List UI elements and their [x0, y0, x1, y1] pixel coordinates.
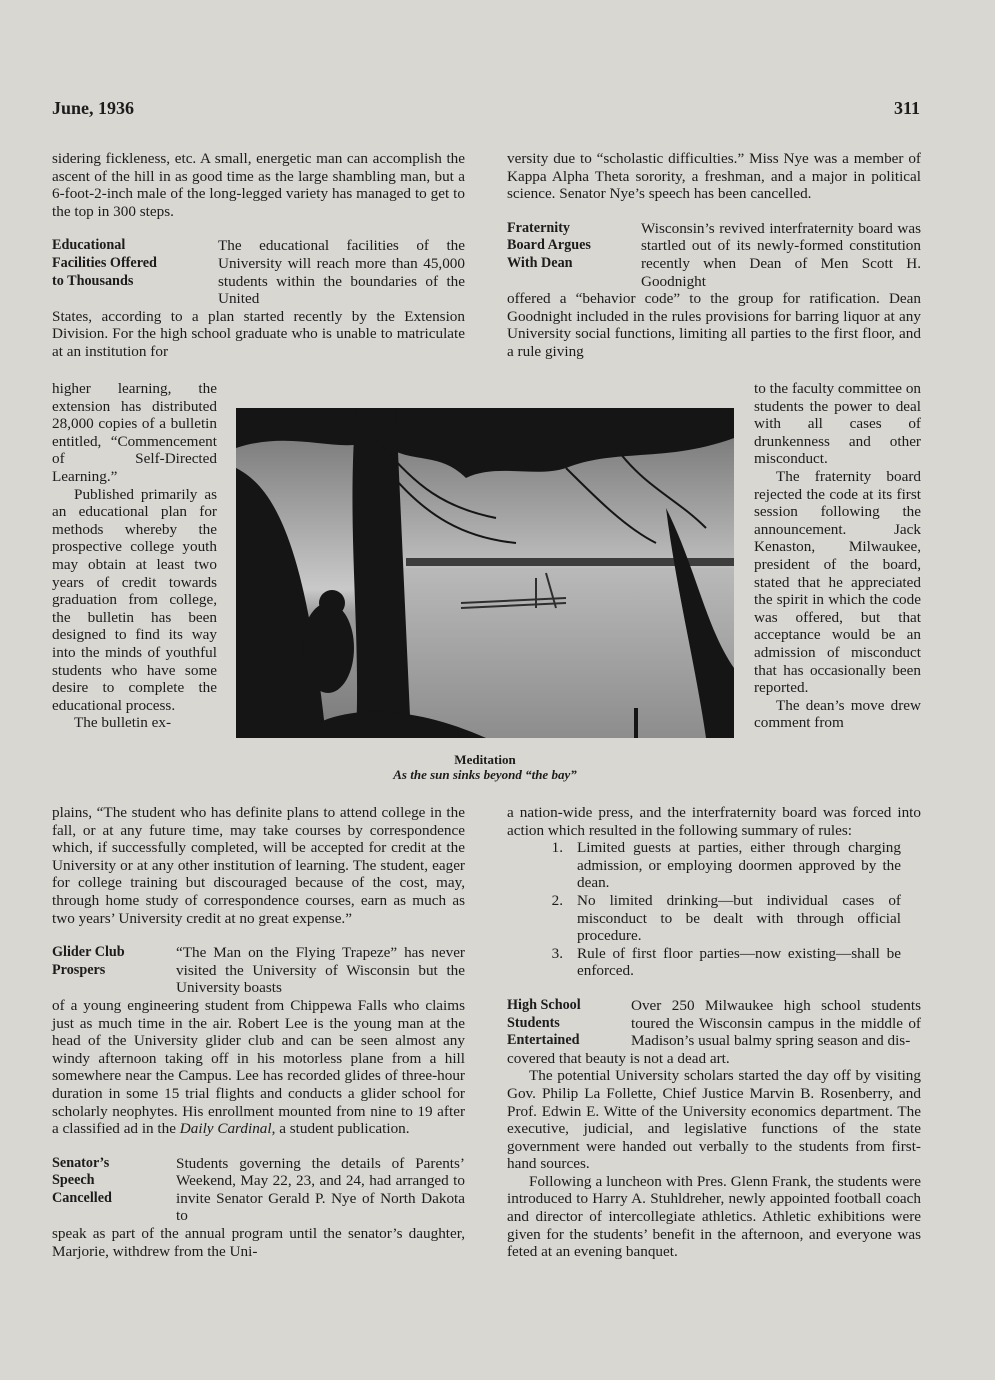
right-column-top [507, 150, 921, 361]
rule-item: 3. Rule of first floor parties—now existing—shall be enforced. [551, 944, 901, 980]
fraternity-narrow-3: The dean’s move drew comment from [754, 696, 921, 732]
left-narrow-column [52, 380, 217, 732]
highschool-heading: High School Students Entertained [507, 996, 581, 1049]
left-intro-paragraph: sidering fickleness, etc. A small, energetic man can accomplish the ascent of the hill in as good time as the large shambling man, but a 6-foot-2-inch male of the long-legged variety has managed to get to the top in 300 steps. [52, 150, 465, 220]
educational-narrow-3: The bulletin ex- [74, 714, 171, 732]
photo-subtitle: As the sun sinks beyond “the bay” [393, 767, 577, 782]
fraternity-narrow-2: The fraternity board rejected the code at its first session following the announcement. Jack Kenaston, Milwaukee, president of the board, stated that he appreciated the spirit in which the code was offered, but that acceptance would be an admission of misconduct that has occasionally been reported. [754, 467, 921, 697]
senator-continued-text: speak as part of the annual program until the senator’s daughter, Marjorie, withdrew from the Uni- [52, 1225, 465, 1260]
fraternity-continued-text: offered a “behavior code” to the group for ratification. Dean Goodnight included in the rules provisions for barring liquor at any University social functions, limiting all parties to the first floor, and a rule giving [507, 290, 921, 360]
left-column-bottom [52, 804, 465, 1260]
highschool-paragraph-3: Following a luncheon with Pres. Glenn Frank, the students were introduced to Harry A. Stuhldreher, newly appointed football coach and director of intercollegiate athletics. Athletic exhibitions were given for the students’ benefit in the afternoon, and everyone was feted at an evening banquet. [507, 1172, 921, 1261]
educational-lead-text: The educational facilities of the University will reach more than 45,000 students within the boundaries of the United [218, 237, 465, 308]
right-intro-paragraph: versity due to “scholastic difficulties.” Miss Nye was a member of Kappa Alpha Theta sorority, a freshman, and a major in political science. Senator Nye’s speech has been cancelled. [507, 150, 921, 203]
educational-continued-text: States, according to a plan started recently by the Extension Division. For the high school graduate who is unable to matriculate at an institution for [52, 307, 465, 360]
highschool-lead-text: Over 250 Milwaukee high school students toured the Wisconsin campus in the middle of Madison’s usual balmy spring season and dis- [631, 996, 921, 1050]
senator-lead-text: Students governing the details of Parents’ Weekend, May 22, 23, and 24, had arranged to invite Senator Gerald P. Nye of North Dakota to [176, 1154, 465, 1225]
photo-caption [236, 752, 734, 782]
glider-lead-text: “The Man on the Flying Trapeze” has never visited the University of Wisconsin but the University boasts [176, 944, 465, 997]
glider-heading: Glider Club Prospers [52, 944, 125, 978]
right-column-bottom [507, 804, 921, 1261]
educational-narrow-2: Published primarily as an educational plan for methods whereby the prospective college youth may obtain at least two years of credit towards graduation from college, the bulletin has been designed to find its way into the minds of youthful students who have some desire to complete the educational process. [52, 485, 217, 714]
issue-date: June, 1936 [52, 98, 135, 118]
glider-continued-text: of a young engineering student from Chippewa Falls who claims just as much time in the air. Robert Lee is the young man at the head of the University glider club and can be seen almost any windy afternoon taking off in his motorless plane from a hill somewhere near the Campus. Lee has recorded glides of three-hour duration in some 15 trial flights and conducts a glider school for scholarly neophytes. His enrollment mounted from nine to 19 after a classified ad in the Daily Cardinal, a student publication. [52, 996, 465, 1138]
educational-heading: Educational Facilities Offered to Thousands [52, 237, 157, 289]
senator-heading: Senator’s Speech Cancelled [52, 1154, 112, 1206]
fraternity-wide-text: a nation-wide press, and the interfraternity board was forced into action which resulted in the following summary of rules: [507, 804, 921, 839]
photo-title: Meditation [454, 752, 516, 767]
highschool-continued-text: covered that beauty is not a dead art. [507, 1049, 730, 1067]
rules-list [507, 839, 921, 980]
senator-section [52, 1155, 465, 1225]
page-number: 311 [893, 98, 920, 118]
rule-item: 2. No limited drinking—but individual cases of misconduct to be dealt with through official procedure. [551, 891, 901, 945]
lake-tree-silhouette-image [236, 408, 734, 738]
meditation-photo [236, 408, 734, 738]
glider-section [52, 944, 465, 997]
fraternity-lead-text: Wisconsin’s revived interfraternity board was startled out of its newly-formed constitution recently when Dean of Men Scott H. Goodnight [641, 219, 921, 290]
educational-section [52, 237, 465, 307]
rule-item: 1. Limited guests at parties, either through charging admission, or employing doormen approved by the dean. [551, 839, 901, 892]
fraternity-heading: Fraternity Board Argues With Dean [507, 219, 591, 271]
fraternity-narrow-1: to the faculty committee on students the power to deal with all cases of drunkenness and other misconduct. [754, 380, 922, 468]
educational-wide-text: plains, “The student who has definite plans to attend college in the fall, or at any future time, may take courses by correspondence which, if successfully completed, will be accepted for credit at the University or at any other institution of learning. The student, eager for college training but discouraged because of the cost, may, through home study of correspondence courses, earn as much as two years’ University credit at no great expense.” [52, 804, 465, 927]
left-column-top [52, 150, 465, 361]
educational-narrow-1: higher learning, the extension has distributed 28,000 copies of a bulletin entitled, “Commencement of Self-Directed Learning.” [52, 380, 217, 485]
highschool-section [507, 997, 921, 1050]
fraternity-section [507, 220, 921, 290]
right-narrow-column [754, 380, 921, 732]
highschool-paragraph-2: The potential University scholars started the day off by visiting Gov. Philip La Follette, Chief Justice Marvin B. Rosenberry, and Prof. Edwin E. Witte of the University economics department. The executive, judicial, and legislative functions of the state government were handed out verbally to the students from first-hand sources. [507, 1067, 921, 1173]
